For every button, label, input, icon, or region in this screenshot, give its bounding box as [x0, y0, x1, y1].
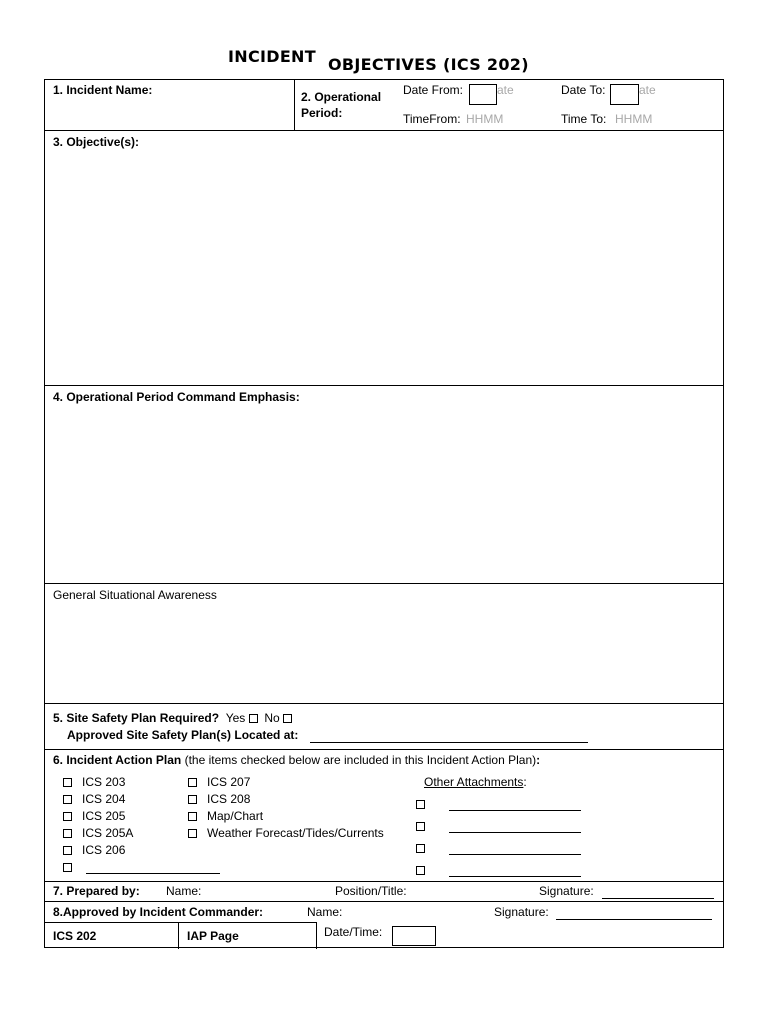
- ics-206-label: ICS 206: [82, 843, 126, 857]
- divider-row3: [45, 385, 723, 386]
- ics-205-label: ICS 205: [82, 809, 126, 823]
- iap-item-ics-203: [63, 775, 125, 789]
- ics-205-checkbox[interactable]: [63, 812, 72, 821]
- site-safety-no-checkbox[interactable]: [283, 714, 292, 723]
- blank-item-checkbox[interactable]: [63, 863, 72, 872]
- ics-203-label: ICS 203: [82, 775, 126, 789]
- command-emphasis-label: 4. Operational Period Command Emphasis:: [53, 390, 300, 404]
- ics-204-label: ICS 204: [82, 792, 126, 806]
- site-safety-located-label: Approved Site Safety Plan(s) Located at:: [67, 728, 299, 742]
- iap-item-ics-206: [63, 843, 125, 857]
- other-attachment-2: [416, 819, 425, 833]
- other-attachment-2-field[interactable]: [449, 832, 581, 833]
- iap-item-ics-207: [188, 775, 250, 789]
- iap-label: 6. Incident Action Plan: [53, 753, 182, 767]
- date-from-label: Date From:: [403, 83, 464, 97]
- footer-form-id: ICS 202: [53, 929, 97, 943]
- approved-by-label: 8.Approved by Incident Commander:: [53, 905, 264, 919]
- footer-datetime-label: Date/Time:: [324, 925, 383, 939]
- site-safety-yes-label: Yes: [225, 711, 246, 725]
- blank-item-field[interactable]: [86, 873, 220, 874]
- operational-period-label-line1: 2. Operational: [301, 90, 382, 104]
- prepared-by-signature-label: Signature:: [539, 884, 594, 898]
- ics-206-checkbox[interactable]: [63, 846, 72, 855]
- weather-label: Weather Forecast/Tides/Currents: [207, 826, 384, 840]
- ics-205a-label: ICS 205A: [82, 826, 134, 840]
- date-from-input[interactable]: [469, 84, 497, 105]
- divider-row7: [45, 901, 723, 902]
- iap-item-weather: [188, 826, 384, 840]
- ics-208-checkbox[interactable]: [188, 795, 197, 804]
- iap-header: [53, 753, 540, 767]
- divider-footer-left: [45, 922, 317, 923]
- iap-item-map-chart: [188, 809, 263, 823]
- footer-datetime-input[interactable]: [392, 926, 436, 946]
- approved-by-signature-field[interactable]: [556, 919, 712, 920]
- site-safety-required-row: [53, 711, 292, 725]
- other-attachment-3-checkbox[interactable]: [416, 844, 425, 853]
- ics-205a-checkbox[interactable]: [63, 829, 72, 838]
- date-from-placeholder: ate: [497, 83, 514, 97]
- operational-period-label-line2: Period:: [301, 106, 343, 120]
- time-to-label: Time To:: [561, 112, 607, 126]
- date-to-input[interactable]: [610, 84, 639, 105]
- weather-checkbox[interactable]: [188, 829, 197, 838]
- other-attachment-1: [416, 797, 425, 811]
- incident-name-label: 1. Incident Name:: [53, 83, 153, 97]
- prepared-by-position-label: Position/Title:: [335, 884, 407, 898]
- other-attachment-3-field[interactable]: [449, 854, 581, 855]
- site-safety-required-label: 5. Site Safety Plan Required?: [53, 711, 220, 725]
- ics-208-label: ICS 208: [207, 792, 251, 806]
- other-attachments-colon: :: [523, 775, 527, 789]
- divider-situational: [45, 583, 723, 584]
- site-safety-no-label: No: [264, 711, 280, 725]
- footer-iap-page: IAP Page: [187, 929, 239, 943]
- iap-item-ics-205: [63, 809, 125, 823]
- other-attachments-header: [424, 775, 527, 789]
- iap-note: (the items checked below are included in this Incident Action Plan): [184, 753, 537, 767]
- time-from-input[interactable]: HHMM: [466, 112, 504, 126]
- iap-item-ics-204: [63, 792, 125, 806]
- iap-item-blank: [63, 860, 72, 874]
- prepared-by-label: 7. Prepared by:: [53, 884, 140, 898]
- map-chart-checkbox[interactable]: [188, 812, 197, 821]
- iap-item-ics-208: [188, 792, 250, 806]
- date-to-placeholder: ate: [639, 83, 656, 97]
- time-from-label: TimeFrom:: [403, 112, 461, 126]
- time-to-input[interactable]: HHMM: [615, 112, 653, 126]
- situational-awareness-label: General Situational Awareness: [53, 588, 217, 602]
- other-attachment-2-checkbox[interactable]: [416, 822, 425, 831]
- iap-item-ics-205a: [63, 826, 133, 840]
- divider-row5: [45, 749, 723, 750]
- map-chart-label: Map/Chart: [207, 809, 264, 823]
- iap-colon: :: [536, 753, 541, 767]
- ics-203-checkbox[interactable]: [63, 778, 72, 787]
- divider-footer-1: [178, 922, 179, 949]
- site-safety-yes-checkbox[interactable]: [249, 714, 258, 723]
- date-to-label: Date To:: [561, 83, 606, 97]
- other-attachment-4-checkbox[interactable]: [416, 866, 425, 875]
- form-title-objectives: OBJECTIVES (ICS 202): [328, 55, 529, 74]
- ics-202-form: [44, 79, 724, 948]
- ics-204-checkbox[interactable]: [63, 795, 72, 804]
- ics-207-label: ICS 207: [207, 775, 251, 789]
- form-title-incident: INCIDENT: [228, 47, 316, 66]
- divider-row4: [45, 703, 723, 704]
- divider-row6: [45, 881, 723, 882]
- other-attachment-4: [416, 863, 425, 877]
- approved-by-signature-label: Signature:: [494, 905, 549, 919]
- other-attachments-label: Other Attachments: [424, 775, 524, 789]
- prepared-by-signature-field[interactable]: [602, 898, 714, 899]
- other-attachment-1-field[interactable]: [449, 810, 581, 811]
- other-attachment-1-checkbox[interactable]: [416, 800, 425, 809]
- other-attachment-3: [416, 841, 425, 855]
- objectives-label: 3. Objective(s):: [53, 135, 140, 149]
- approved-by-name-label: Name:: [307, 905, 343, 919]
- site-safety-location-field[interactable]: [310, 742, 588, 743]
- ics-207-checkbox[interactable]: [188, 778, 197, 787]
- other-attachment-4-field[interactable]: [449, 876, 581, 877]
- divider-row1: [45, 130, 723, 131]
- prepared-by-name-label: Name:: [166, 884, 202, 898]
- divider-name-period: [294, 80, 295, 130]
- divider-footer-2: [316, 922, 317, 949]
